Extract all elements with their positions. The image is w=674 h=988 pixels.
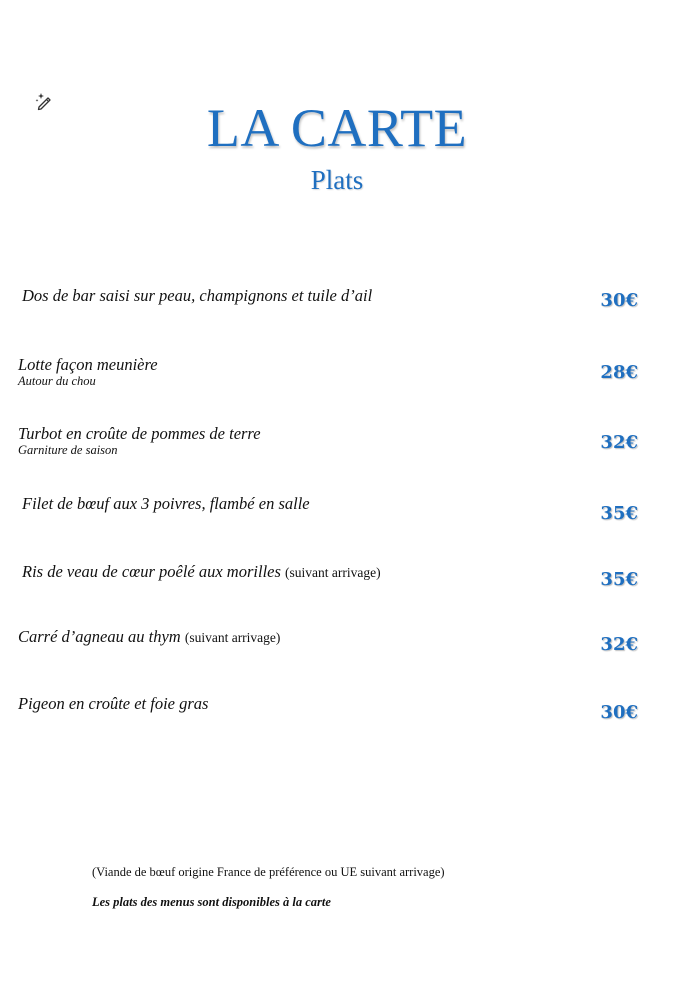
dish-item	[18, 694, 208, 713]
dish-availability-note: (suivant arrivage)	[184, 630, 281, 645]
dish-price: 32€	[600, 634, 638, 655]
dish-name	[22, 286, 372, 305]
dish-item	[22, 286, 372, 305]
dish-name-text: Pigeon en croûte et foie gras	[18, 694, 209, 713]
dish-name-text: Turbot en croûte de pommes de terre	[18, 424, 261, 443]
dish-name	[18, 424, 261, 443]
dish-item	[22, 494, 310, 513]
beef-origin-note: (Viande de bœuf origine France de préférence ou UE suivant arrivage)	[92, 865, 445, 879]
dish-name	[18, 627, 280, 647]
dish-item	[18, 627, 280, 647]
dish-price: 35€	[600, 569, 638, 590]
dish-price: 28€	[600, 362, 638, 383]
dish-price: 30€	[600, 290, 638, 311]
dish-name-text: Filet de bœuf aux 3 poivres, flambé en salle	[22, 494, 310, 513]
dish-name	[18, 355, 158, 374]
dish-availability-note: (suivant arrivage)	[285, 565, 381, 580]
dish-subtitle: Autour du chou	[18, 374, 96, 388]
dish-name-text: Dos de bar saisi sur peau, champignons et tuile d’ail	[22, 286, 373, 305]
dish-name	[22, 494, 310, 513]
dish-price: 30€	[600, 702, 638, 723]
dish-price: 32€	[600, 432, 638, 453]
dish-name-text: Ris de veau de cœur poêlé aux morilles	[22, 562, 281, 581]
dish-item	[18, 355, 158, 389]
dish-subtitle: Garniture de saison	[18, 443, 118, 457]
dish-price: 35€	[600, 503, 638, 524]
section-subtitle: Plats	[310, 165, 364, 195]
dish-name-text: Carré d’agneau au thym	[18, 627, 181, 646]
dish-item	[22, 562, 381, 582]
dish-name	[22, 562, 381, 582]
dish-name-text: Lotte façon meunière	[18, 355, 158, 374]
page-title: LA CARTE	[206, 98, 468, 158]
dish-name	[18, 694, 208, 713]
dish-item	[18, 424, 261, 458]
menus-availability-note: Les plats des menus sont disponibles à la carte	[92, 895, 331, 909]
